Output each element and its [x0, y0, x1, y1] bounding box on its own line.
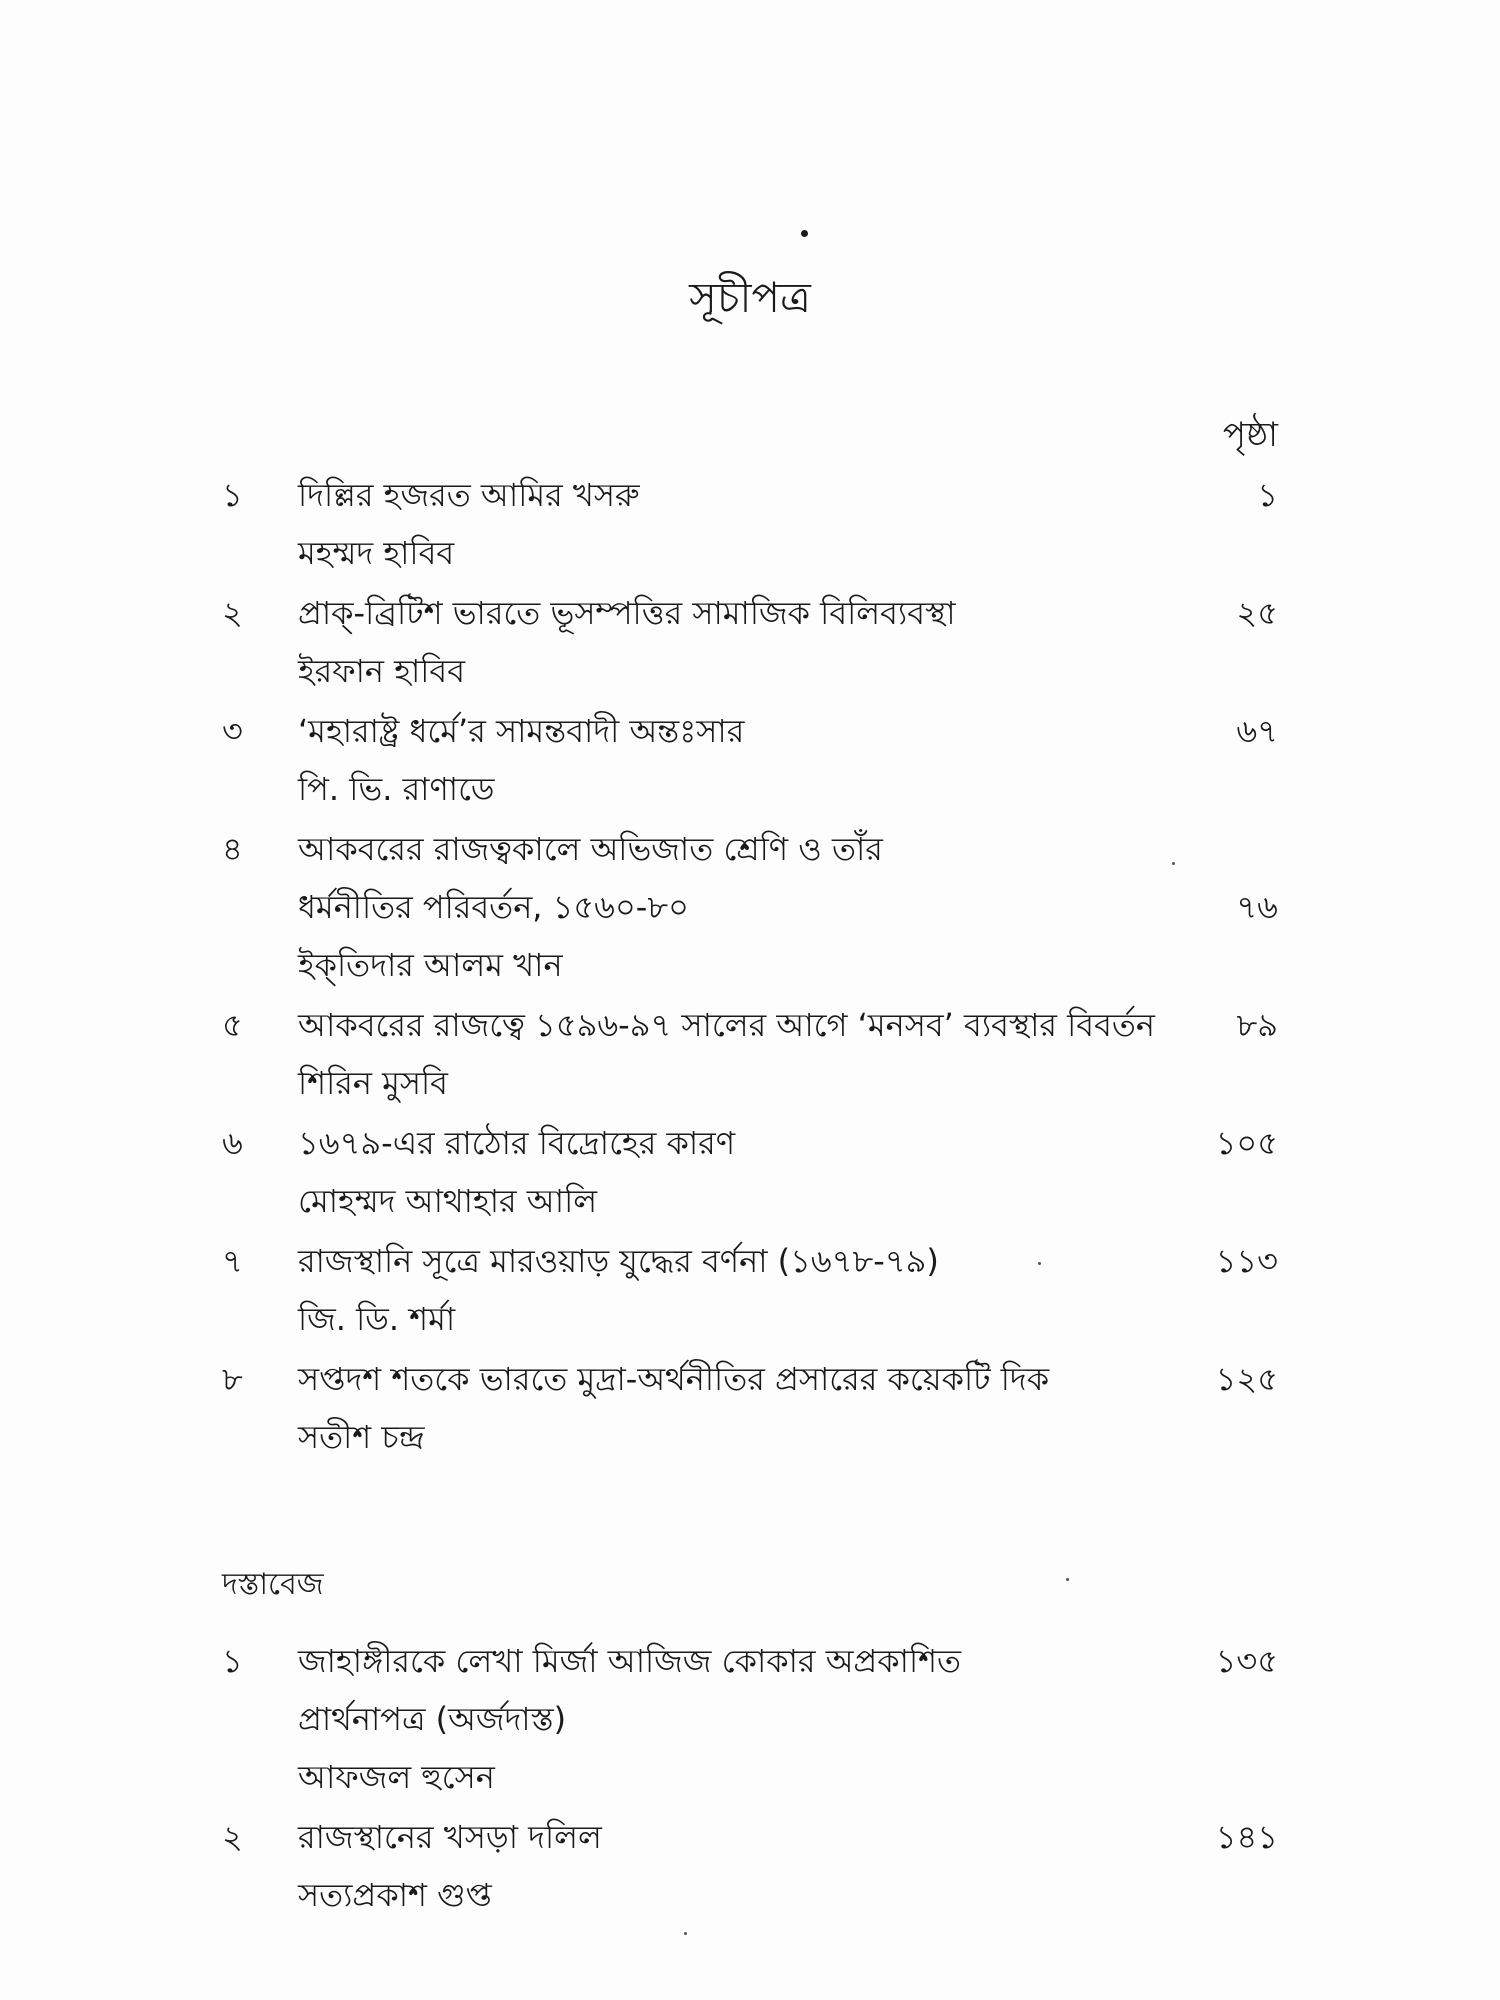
- toc-entry-4-author-row: [0, 936, 1500, 994]
- toc-entry-3-title-row: [0, 702, 1500, 760]
- entry-number: ৮: [222, 1360, 243, 1398]
- document-entry-2-title-row: [0, 1808, 1500, 1866]
- toc-entry-5-author-row: [0, 1054, 1500, 1112]
- toc-entry-8-author-row: [0, 1408, 1500, 1466]
- entry-author: সত্যপ্রকাশ গুপ্ত: [298, 1876, 492, 1914]
- entry-number: ২: [222, 594, 243, 632]
- entry-title-line-1: জাহাঙ্গীরকে লেখা মির্জা আজিজ কোকার অপ্রকাশিত: [298, 1642, 962, 1680]
- print-speck: [1066, 1578, 1069, 1581]
- entry-number: ৫: [222, 1006, 243, 1044]
- entry-author: সতীশ চন্দ্র: [298, 1418, 425, 1456]
- entry-author: পি. ভি. রাণাডে: [298, 770, 495, 808]
- entry-author: জি. ডি. শর্মা: [298, 1300, 456, 1338]
- entry-number: ১: [222, 1642, 243, 1680]
- entry-number: ৪: [222, 830, 243, 868]
- entry-page-number: ১২৫: [1215, 1360, 1278, 1398]
- entry-page-number: ৮৯: [1236, 1006, 1278, 1044]
- document-entry-1-title-row-2: [0, 1690, 1500, 1748]
- entry-title: আকবরের রাজত্বে ১৫৯৬-৯৭ সালের আগে ‘মনসব’ ব্যবস্থার বিবর্তন: [298, 1006, 1156, 1044]
- entry-page-number: ২৫: [1236, 594, 1278, 632]
- entry-author: ইরফান হাবিব: [298, 652, 466, 690]
- document-entry-1-author-row: [0, 1748, 1500, 1806]
- entry-title: ‘মহারাষ্ট্র ধর্মে’র সামন্তবাদী অন্তঃসার: [298, 712, 745, 750]
- entry-author: মহম্মদ হাবিব: [298, 534, 455, 572]
- entry-author: মোহম্মদ আথাহার আলি: [298, 1182, 598, 1220]
- entry-author: ইক্‌তিদার আলম খান: [298, 946, 563, 984]
- document-entry-1-title-row: [0, 1632, 1500, 1690]
- toc-entry-2-title-row: [0, 584, 1500, 642]
- decorative-dot: [801, 230, 808, 237]
- entry-page-number: ১০৫: [1215, 1124, 1278, 1162]
- toc-entry-5-title-row: [0, 996, 1500, 1054]
- entry-title-line-2: ধর্মনীতির পরিবর্তন, ১৫৬০-৮০: [298, 888, 689, 926]
- entry-author: আফজল হুসেন: [298, 1758, 495, 1796]
- entry-page-number: ১: [1257, 476, 1278, 514]
- entry-page-number: ১১৩: [1215, 1242, 1278, 1280]
- toc-entry-6-title-row: [0, 1114, 1500, 1172]
- toc-entry-2-author-row: [0, 642, 1500, 700]
- entry-title-line-2: প্রার্থনাপত্র (অর্জদাস্ত): [298, 1700, 567, 1738]
- toc-entry-6-author-row: [0, 1172, 1500, 1230]
- entry-title: ১৬৭৯-এর রাঠোর বিদ্রোহের কারণ: [298, 1124, 736, 1162]
- toc-entry-1-author-row: [0, 524, 1500, 582]
- toc-entry-4-title-row-2: [0, 878, 1500, 936]
- entry-page-number: ১৩৫: [1215, 1642, 1278, 1680]
- entry-page-number: ৭৬: [1236, 888, 1278, 926]
- entry-page-number: ১৪১: [1215, 1818, 1278, 1856]
- entry-author: শিরিন মুসবি: [298, 1064, 448, 1102]
- entry-title: সপ্তদশ শতকে ভারতে মুদ্রা-অর্থনীতির প্রসারের কয়েকটি দিক: [298, 1360, 1050, 1398]
- toc-entry-8-title-row: [0, 1350, 1500, 1408]
- entry-title: রাজস্থানের খসড়া দলিল: [298, 1818, 602, 1856]
- entry-title: প্রাক্-ব্রিটিশ ভারতে ভূসম্পত্তির সামাজিক বিলিব্যবস্থা: [298, 594, 956, 632]
- documents-section-label: দস্তাবেজ: [222, 1567, 324, 1602]
- entry-number: ৭: [222, 1242, 243, 1280]
- document-entry-2-author-row: [0, 1866, 1500, 1924]
- entry-page-number: ৬৭: [1236, 712, 1278, 750]
- entry-title-line-1: আকবরের রাজত্বকালে অভিজাত শ্রেণি ও তাঁর: [298, 830, 883, 868]
- toc-entry-7-title-row: [0, 1232, 1500, 1290]
- toc-entry-3-author-row: [0, 760, 1500, 818]
- toc-entry-4-title-row: [0, 820, 1500, 878]
- entry-title: রাজস্থানি সূত্রে মারওয়াড় যুদ্ধের বর্ণনা (১৬৭৮-৭৯): [298, 1242, 939, 1280]
- toc-entry-1-title-row: [0, 466, 1500, 524]
- entry-title: দিল্লির হজরত আমির খসরু: [298, 476, 640, 514]
- entry-number: ২: [222, 1818, 243, 1856]
- toc-entry-7-author-row: [0, 1290, 1500, 1348]
- print-speck: [684, 1932, 687, 1935]
- entry-number: ১: [222, 476, 243, 514]
- entry-number: ৩: [222, 712, 243, 750]
- entry-number: ৬: [222, 1124, 243, 1162]
- page-title: সূচীপত্র: [689, 273, 811, 322]
- page-column-header: পৃষ্ঠা: [1222, 415, 1278, 455]
